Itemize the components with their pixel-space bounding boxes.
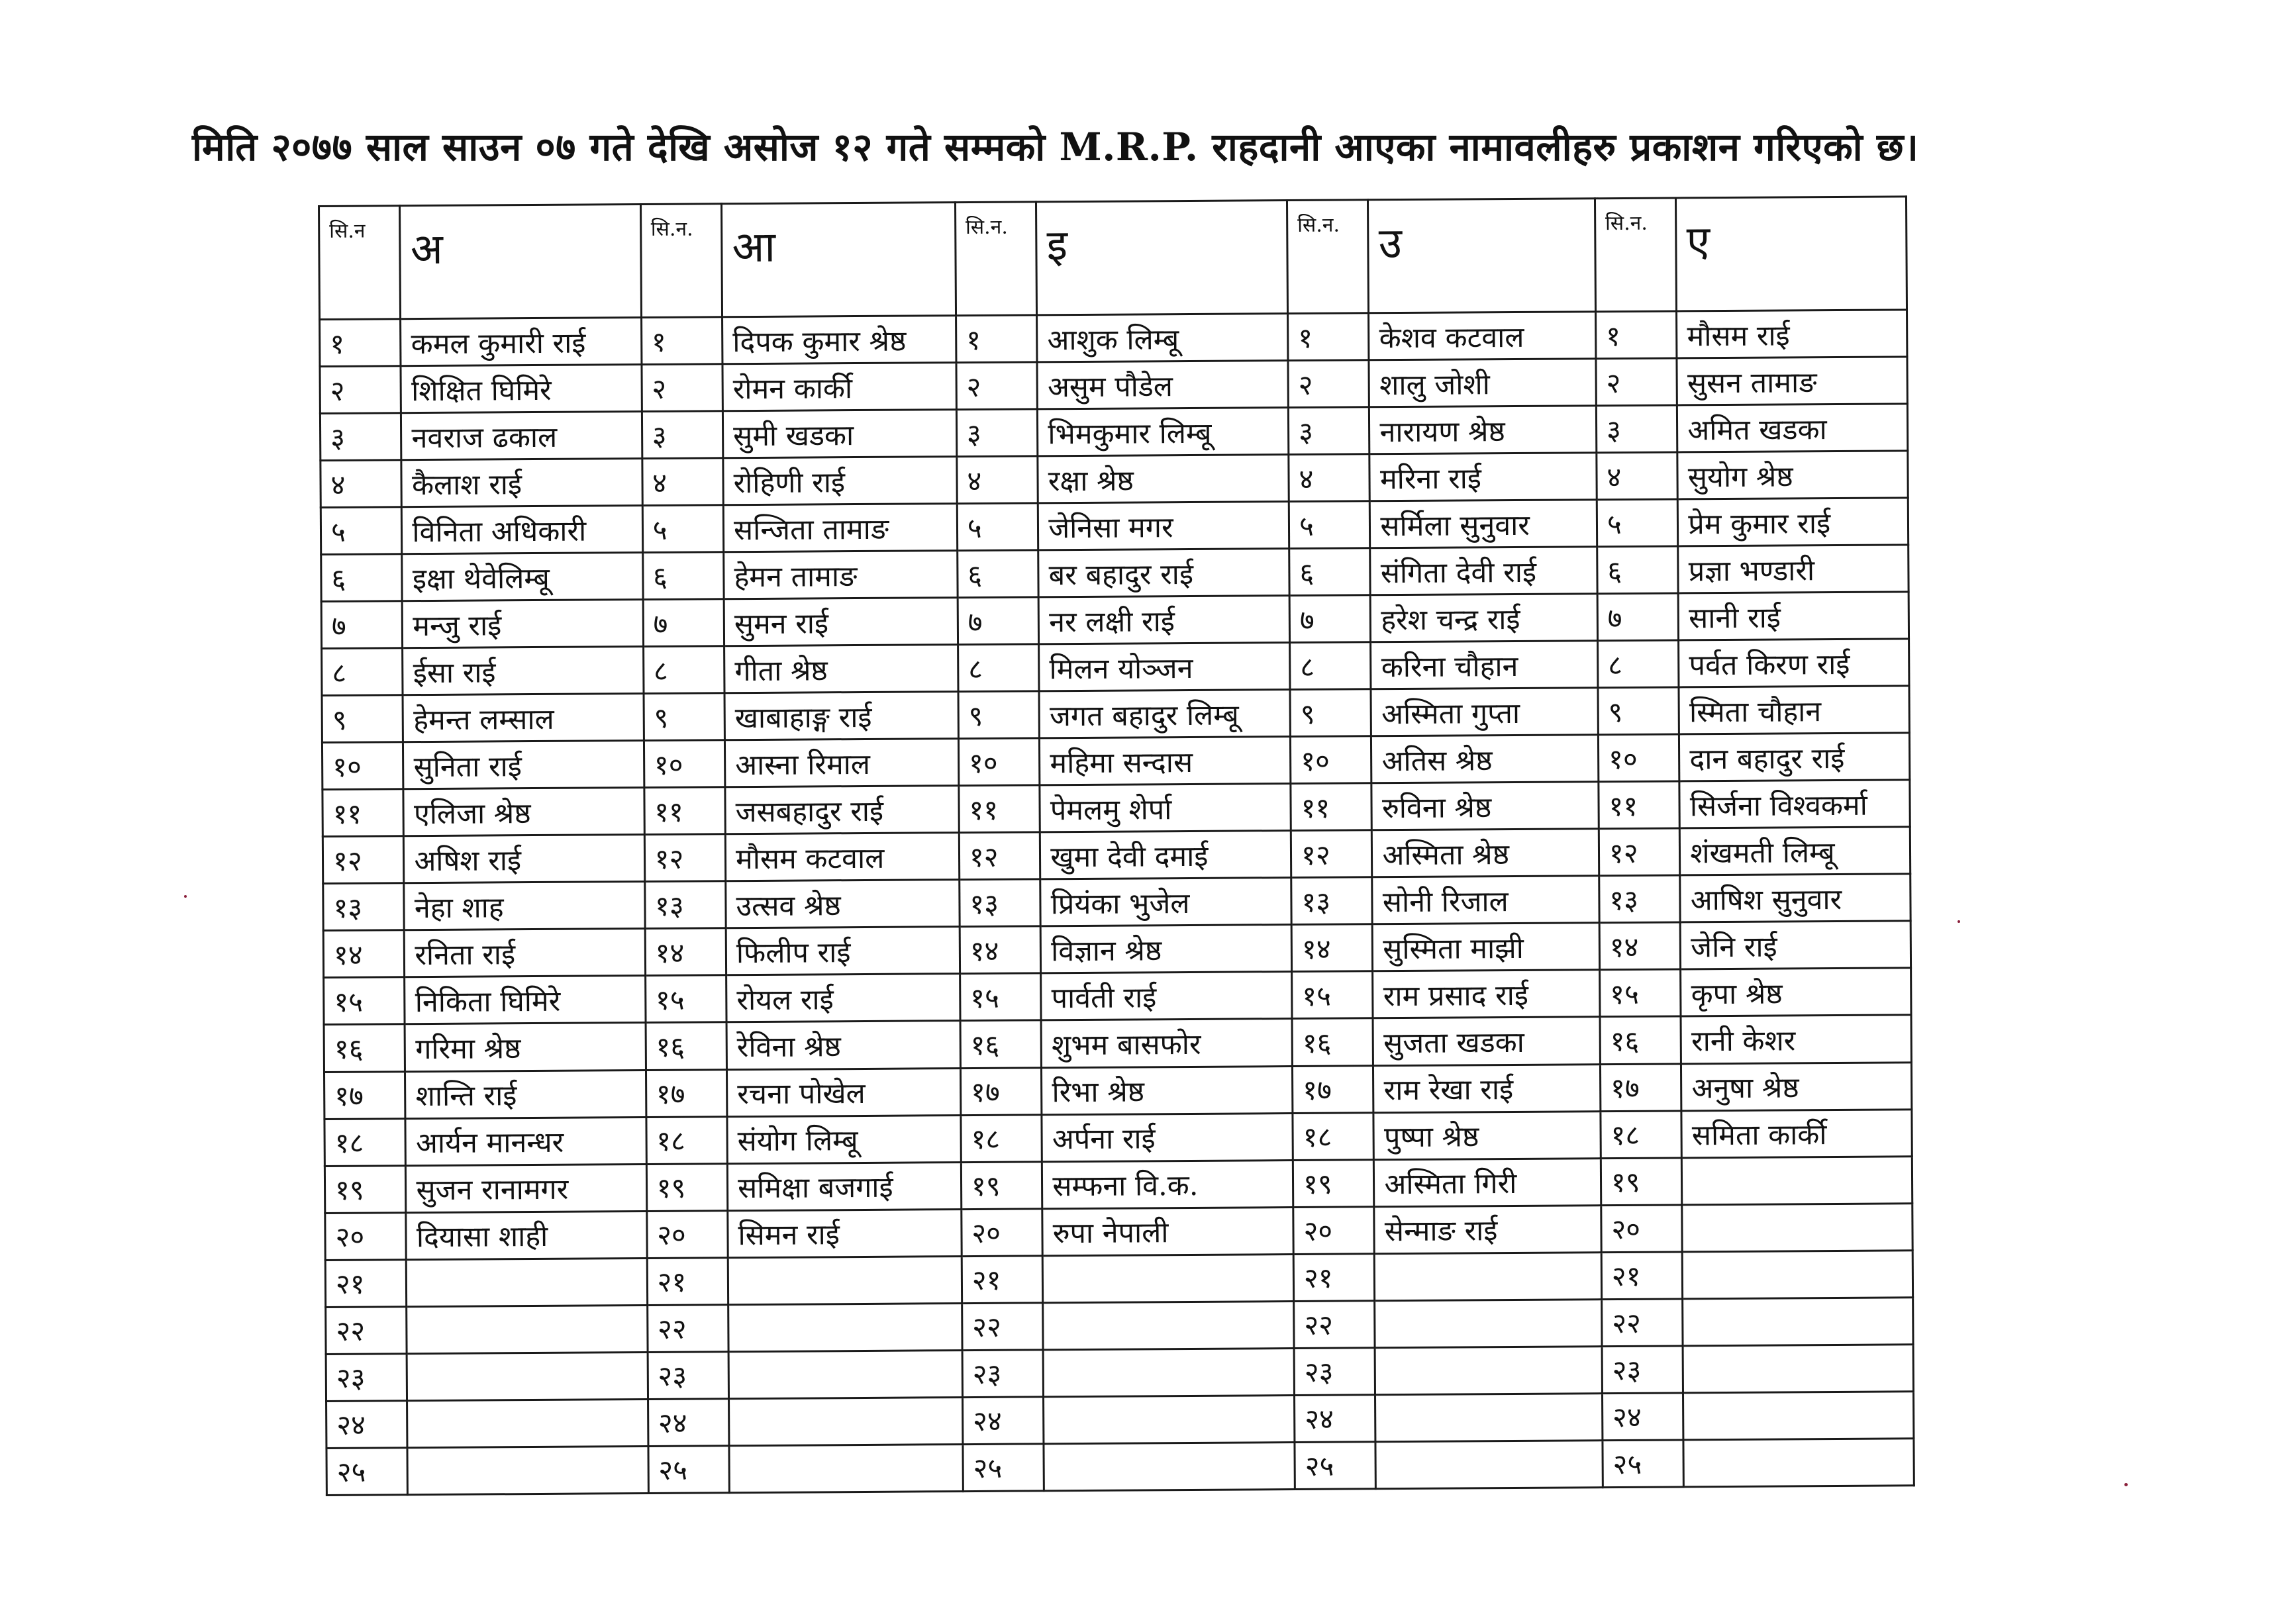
name-cell: मिलन योञ्जन	[1039, 643, 1290, 691]
name-cell: मौसम कटवाल	[725, 833, 959, 881]
name-cell: राम प्रसाद राई	[1373, 970, 1600, 1018]
name-cell: दान बहादुर राई	[1679, 733, 1910, 781]
serial-number-cell: १०	[958, 738, 1040, 786]
name-cell: जगत बहादुर लिम्बू	[1039, 690, 1290, 738]
serial-number-cell: १८	[646, 1116, 728, 1164]
name-cell: नर लक्षी राई	[1038, 596, 1289, 644]
name-cell	[1682, 1203, 1912, 1251]
serial-number-cell: २०	[325, 1212, 407, 1260]
name-cell: रचना पोखेल	[727, 1068, 961, 1116]
name-cell: सिर्जना विश्वकर्मा	[1679, 780, 1910, 828]
serial-number-cell: २५	[1295, 1442, 1376, 1490]
serial-number-cell: २१	[1601, 1252, 1683, 1300]
serial-number-cell: ३	[320, 413, 401, 461]
name-cell: मन्जु राई	[403, 600, 644, 648]
serial-number-cell: १७	[646, 1069, 727, 1117]
name-cell: मौसम राई	[1677, 310, 1907, 358]
name-cell: सुयोग श्रेष्ठ	[1677, 451, 1908, 499]
serial-number-cell: १०	[1598, 734, 1679, 782]
table-body	[320, 310, 1914, 1496]
name-cell	[1683, 1345, 1913, 1393]
serial-number-cell: ८	[958, 644, 1039, 692]
name-cell: एलिजा श्रेष्ठ	[403, 788, 644, 836]
name-cell: शिक्षित घिमिरे	[401, 365, 642, 413]
name-cell: हेमन्त लम्साल	[403, 694, 644, 742]
serial-number-cell: १४	[1291, 924, 1373, 972]
name-cell: विज्ञान श्रेष्ठ	[1040, 925, 1291, 973]
name-cell: मरिना राई	[1369, 453, 1597, 501]
name-cell: पुष्पा श्रेष्ठ	[1373, 1111, 1601, 1159]
name-cell: सर्मिला सुनुवार	[1370, 500, 1597, 548]
serial-number-cell: १९	[646, 1163, 728, 1211]
name-cell: प्रज्ञा भण्डारी	[1678, 545, 1909, 593]
serial-number-cell: ३	[1288, 407, 1369, 455]
name-cell	[407, 1399, 648, 1447]
serial-header-i: सि.न.	[955, 202, 1036, 316]
name-cell: शालु जोशी	[1369, 359, 1596, 407]
name-cell: प्रेम कुमार राई	[1678, 498, 1909, 546]
name-cell: अनुषा श्रेष्ठ	[1681, 1062, 1912, 1110]
serial-number-cell: १३	[960, 879, 1041, 927]
name-cell: आषिश सुनुवार	[1680, 874, 1910, 922]
name-cell	[1683, 1297, 1913, 1345]
serial-number-cell: २	[642, 364, 723, 412]
name-cell	[1683, 1250, 1913, 1298]
name-cell: गीता श्रेष्ठ	[724, 645, 958, 693]
serial-number-cell: १	[956, 315, 1037, 363]
name-cell: सुनिता राई	[403, 741, 644, 789]
serial-number-cell: २	[1596, 358, 1677, 406]
serial-number-cell: १९	[1293, 1159, 1374, 1207]
name-cell: ईसा राई	[403, 647, 644, 695]
name-cell	[1043, 1301, 1294, 1349]
name-cell: शान्ति राई	[405, 1070, 646, 1118]
name-cell: संयोग लिम्बू	[727, 1115, 961, 1163]
serial-number-cell: २२	[1294, 1300, 1375, 1348]
serial-number-cell: २४	[962, 1397, 1044, 1445]
serial-number-cell: २२	[1602, 1299, 1683, 1347]
name-cell: नारायण श्रेष्ठ	[1369, 406, 1597, 454]
name-cell	[729, 1444, 963, 1492]
serial-number-cell: १४	[960, 926, 1041, 974]
group-letter-u: उ	[1368, 199, 1595, 313]
serial-number-cell: १६	[1292, 1018, 1373, 1066]
name-cell: रुपा नेपाली	[1042, 1207, 1293, 1255]
name-cell: अस्मिता गिरी	[1374, 1158, 1601, 1206]
name-cell: शंखमती लिम्बू	[1680, 827, 1910, 875]
serial-number-cell: ६	[321, 554, 403, 602]
table-row	[326, 1439, 1914, 1496]
name-cell: सुजता खडका	[1373, 1017, 1600, 1065]
serial-number-cell: १८	[324, 1118, 406, 1166]
name-cell	[1683, 1392, 1914, 1440]
name-cell: रुविना श्रेष्ठ	[1371, 782, 1599, 830]
name-cell: सुमन राई	[724, 598, 958, 646]
name-cell: पेमलमु शेर्पा	[1040, 784, 1291, 832]
name-cell: नेहा शाह	[404, 882, 645, 930]
serial-number-cell: १२	[1599, 828, 1680, 876]
serial-number-cell: १२	[322, 836, 404, 884]
serial-number-cell: २४	[326, 1400, 408, 1448]
serial-header-a: सि.न	[319, 206, 401, 320]
serial-number-cell: २५	[963, 1444, 1044, 1492]
name-cell	[1683, 1439, 1914, 1487]
serial-number-cell: २	[1288, 360, 1369, 408]
name-cell: केशव कटवाल	[1369, 312, 1596, 360]
name-cell: अस्मिता श्रेष्ठ	[1372, 829, 1599, 877]
serial-number-cell: ६	[1597, 546, 1679, 594]
name-cell: सुमी खडका	[722, 410, 956, 458]
serial-number-cell: १६	[1600, 1016, 1681, 1064]
name-cell: दियासा शाही	[406, 1211, 647, 1259]
serial-number-cell: १२	[644, 834, 726, 882]
serial-number-cell: १७	[1292, 1065, 1373, 1113]
serial-number-cell: ५	[642, 505, 724, 553]
name-cell: कमल कुमारी राई	[401, 318, 642, 366]
name-cell	[1375, 1299, 1602, 1347]
serial-number-cell: १३	[323, 883, 405, 931]
serial-number-cell: १९	[961, 1161, 1042, 1209]
serial-number-cell: ९	[958, 691, 1040, 739]
name-cell: सम्फना वि.क.	[1042, 1160, 1293, 1208]
serial-number-cell: ९	[644, 693, 725, 741]
name-cell: समिक्षा बजगाई	[727, 1162, 961, 1210]
serial-header-aa: सि.न.	[640, 204, 722, 318]
name-cell: शुभम बासफोर	[1041, 1019, 1292, 1067]
serial-number-cell: ७	[958, 597, 1039, 645]
serial-number-cell: ३	[642, 411, 723, 459]
serial-number-cell: ८	[643, 646, 724, 694]
name-cell: महिमा सन्दास	[1040, 737, 1291, 785]
serial-number-cell: १५	[1599, 969, 1681, 1017]
serial-number-cell: २२	[647, 1304, 728, 1352]
name-cell	[728, 1350, 962, 1398]
name-cell: कृपा श्रेष्ठ	[1681, 968, 1911, 1016]
serial-number-cell: २५	[326, 1447, 408, 1495]
serial-number-cell: ११	[644, 787, 725, 835]
name-cell: दिपक कुमार श्रेष्ठ	[722, 316, 956, 364]
name-cell: करिना चौहान	[1371, 641, 1598, 689]
name-cell: रानी केशर	[1681, 1015, 1911, 1063]
serial-number-cell: २४	[648, 1398, 729, 1446]
serial-number-cell: १५	[960, 973, 1041, 1021]
name-cell	[1044, 1442, 1295, 1491]
name-cell: रोयल राई	[726, 974, 960, 1022]
serial-number-cell: १०	[1290, 736, 1371, 784]
name-cell	[407, 1446, 648, 1494]
name-cell: अमित खडका	[1677, 404, 1908, 452]
serial-number-cell: ५	[957, 503, 1038, 551]
serial-number-cell: १०	[644, 740, 725, 788]
serial-number-cell: १७	[324, 1071, 405, 1119]
serial-number-cell: १४	[1599, 922, 1681, 970]
name-cell: आर्यन मानन्धर	[405, 1117, 646, 1165]
name-cell: हेमन तामाङ	[724, 551, 958, 599]
serial-number-cell: ४	[957, 456, 1038, 504]
name-cell	[1375, 1393, 1603, 1441]
name-cell: खाबाहाङ्ग राई	[724, 692, 958, 740]
serial-number-cell: २५	[648, 1445, 730, 1493]
serial-number-cell: १	[641, 317, 722, 365]
name-cell	[1043, 1348, 1294, 1396]
serial-number-cell: २०	[1293, 1206, 1375, 1254]
group-letter-a: अ	[400, 205, 641, 319]
serial-number-cell: ११	[1599, 781, 1680, 829]
name-cell: सुस्मिता माझी	[1373, 923, 1600, 971]
name-cell: रक्षा श्रेष्ठ	[1038, 455, 1289, 503]
serial-number-cell: ९	[322, 695, 403, 743]
serial-number-cell: २४	[1602, 1393, 1683, 1441]
serial-number-cell: १६	[960, 1020, 1042, 1068]
serial-number-cell: १९	[1601, 1158, 1682, 1206]
serial-number-cell: ११	[322, 789, 404, 837]
serial-number-cell: २१	[962, 1255, 1043, 1303]
serial-number-cell: २	[320, 366, 401, 414]
name-cell: सन्जिता तामाङ	[723, 504, 957, 552]
serial-number-cell: ७	[643, 599, 724, 647]
name-cell: गरिमा श्रेष्ठ	[405, 1023, 646, 1071]
serial-number-cell: ७	[1597, 593, 1679, 641]
serial-number-cell: ५	[321, 507, 402, 555]
serial-number-cell: १६	[646, 1022, 727, 1070]
serial-number-cell: २१	[647, 1257, 728, 1305]
name-cell: रोमन कार्की	[722, 363, 956, 411]
serial-number-cell: ३	[956, 409, 1038, 457]
name-cell: सुजन रानामगर	[406, 1164, 647, 1212]
name-cell: अस्मिता गुप्ता	[1371, 688, 1598, 736]
group-letter-i: इ	[1036, 201, 1288, 315]
serial-number-cell: २१	[325, 1259, 407, 1307]
group-letter-aa: आ	[722, 203, 956, 317]
serial-number-cell: १७	[1600, 1063, 1681, 1111]
serial-number-cell: २०	[962, 1208, 1043, 1256]
serial-header-u: सि.न.	[1287, 200, 1368, 314]
name-cell: असुम पौडेल	[1037, 361, 1288, 409]
serial-number-cell: २२	[326, 1306, 407, 1354]
serial-number-cell: १८	[1293, 1112, 1374, 1160]
name-cell: स्मिता चौहान	[1679, 686, 1909, 734]
serial-number-cell: ४	[321, 460, 402, 508]
serial-number-cell: ८	[322, 648, 403, 696]
serial-number-cell: १२	[1291, 830, 1372, 878]
serial-number-cell: १४	[323, 930, 405, 978]
name-cell: सानी राई	[1678, 592, 1909, 640]
serial-number-cell: ७	[321, 601, 403, 649]
name-cell: विनिता अधिकारी	[402, 506, 643, 554]
name-cell: अतिस श्रेष्ठ	[1371, 735, 1599, 783]
serial-number-cell: ९	[1290, 689, 1371, 737]
name-cell: राम रेखा राई	[1373, 1064, 1601, 1112]
serial-number-cell: १८	[1601, 1110, 1682, 1158]
name-cell: रनिता राई	[405, 929, 646, 977]
serial-number-cell: १९	[324, 1165, 406, 1213]
serial-number-cell: ८	[1597, 640, 1679, 688]
page-title: मिति २०७७ साल साउन ०७ गते देखि असोज १२ गते सम्मको M.R.P. राहदानी आएका नामावलीहरु प्रकाशन गरिएको छ।	[192, 124, 1919, 169]
serial-number-cell: १२	[959, 832, 1040, 880]
name-cell: भिमकुमार लिम्बू	[1038, 408, 1289, 456]
serial-number-cell: १	[1595, 311, 1677, 359]
scan-speck	[1958, 920, 1960, 923]
name-cell: अषिश राई	[404, 835, 645, 883]
name-cell: प्रियंका भुजेल	[1040, 878, 1291, 926]
name-cell: जसबहादुर राई	[725, 786, 959, 834]
name-cell: बर बहादुर राई	[1038, 549, 1289, 597]
serial-number-cell: १५	[324, 977, 405, 1025]
serial-number-cell: ११	[1291, 783, 1372, 831]
name-cell: पार्वती राई	[1041, 972, 1292, 1020]
name-cell: कैलाश राई	[401, 459, 642, 507]
serial-number-cell: ३	[1596, 405, 1677, 453]
serial-header-e: सि.न.	[1595, 198, 1676, 312]
serial-number-cell: १५	[1292, 971, 1373, 1019]
name-cell: रिभा श्रेष्ठ	[1042, 1066, 1293, 1114]
name-cell: सिमन राई	[728, 1209, 962, 1257]
serial-number-cell: ४	[1597, 452, 1678, 500]
scan-speck	[2124, 1483, 2128, 1486]
name-cell	[728, 1256, 962, 1304]
name-cell	[1375, 1252, 1602, 1300]
name-cell	[1375, 1346, 1603, 1394]
group-letter-e: ए	[1676, 197, 1907, 311]
serial-number-cell: ५	[1289, 501, 1370, 549]
name-cell: सेन्माङ राई	[1374, 1205, 1601, 1253]
serial-number-cell: ११	[959, 785, 1040, 833]
name-cell: उत्सव श्रेष्ठ	[726, 880, 960, 928]
serial-number-cell: १३	[1599, 875, 1681, 923]
serial-number-cell: १७	[960, 1067, 1042, 1115]
name-cell: फिलीप राई	[726, 927, 960, 975]
name-cell: आस्ना रिमाल	[724, 739, 958, 787]
scan-speck	[184, 895, 187, 898]
serial-number-cell: ६	[642, 552, 724, 600]
passport-name-list-table	[318, 195, 1915, 1496]
name-cell	[1682, 1156, 1912, 1204]
serial-number-cell: ६	[1289, 548, 1371, 596]
name-cell: अर्पना राई	[1042, 1113, 1293, 1161]
serial-number-cell: २४	[1295, 1394, 1376, 1442]
name-cell: सोनी रिजाल	[1372, 876, 1599, 924]
serial-number-cell: २३	[1294, 1347, 1375, 1395]
serial-number-cell: ५	[1597, 499, 1678, 547]
name-cell: आशुक लिम्बू	[1037, 314, 1288, 362]
name-cell	[1044, 1395, 1295, 1443]
name-cell: रोहिणी राई	[723, 457, 957, 505]
serial-number-cell: २५	[1603, 1440, 1684, 1488]
name-cell	[407, 1352, 648, 1400]
name-cell: खुमा देवी दमाई	[1040, 831, 1291, 879]
serial-number-cell: ७	[1289, 595, 1371, 643]
serial-number-cell: ४	[642, 458, 723, 506]
serial-number-cell: ९	[1598, 687, 1679, 735]
serial-number-cell: २०	[1601, 1205, 1683, 1253]
serial-number-cell: २१	[1293, 1253, 1375, 1301]
name-cell: समिता कार्की	[1681, 1109, 1912, 1157]
name-cell: नवराज ढकाल	[401, 412, 642, 460]
serial-number-cell: ६	[958, 550, 1039, 598]
serial-number-cell: ८	[1290, 642, 1371, 690]
serial-number-cell: २	[956, 362, 1038, 410]
serial-number-cell: २३	[1602, 1346, 1683, 1394]
serial-number-cell: १०	[322, 742, 403, 790]
serial-number-cell: ४	[1289, 454, 1370, 502]
serial-number-cell: २३	[648, 1351, 729, 1399]
serial-number-cell: १	[320, 319, 401, 367]
name-cell: सुसन तामाङ	[1677, 357, 1907, 405]
name-cell: जेनिसा मगर	[1038, 502, 1289, 550]
name-cell	[1042, 1254, 1293, 1302]
serial-number-cell: २३	[962, 1350, 1044, 1398]
serial-number-cell: १३	[1291, 877, 1373, 925]
table-header-row	[319, 197, 1907, 320]
name-cell	[407, 1305, 648, 1353]
serial-number-cell: १८	[961, 1114, 1042, 1162]
serial-number-cell: १६	[324, 1024, 405, 1072]
name-cell: जेनि राई	[1680, 921, 1910, 969]
name-cell	[1375, 1440, 1603, 1488]
name-cell	[728, 1303, 962, 1351]
serial-number-cell: १५	[645, 975, 726, 1023]
name-cell: संगिता देवी राई	[1370, 547, 1597, 595]
serial-number-cell: १४	[645, 928, 726, 976]
name-cell	[407, 1258, 648, 1306]
name-cell: इक्षा थेवेलिम्बू	[402, 553, 643, 601]
serial-number-cell: २२	[962, 1302, 1043, 1350]
serial-number-cell: १३	[644, 881, 726, 929]
name-cell: हरेश चन्द्र राई	[1371, 594, 1598, 642]
serial-number-cell: २०	[646, 1210, 728, 1258]
serial-number-cell: २३	[326, 1353, 407, 1401]
name-cell	[729, 1397, 963, 1445]
name-cell: पर्वत किरण राई	[1679, 639, 1909, 687]
name-cell: रेविना श्रेष्ठ	[726, 1021, 960, 1069]
name-cell: निकिता घिमिरे	[405, 976, 646, 1024]
serial-number-cell: १	[1288, 313, 1369, 361]
